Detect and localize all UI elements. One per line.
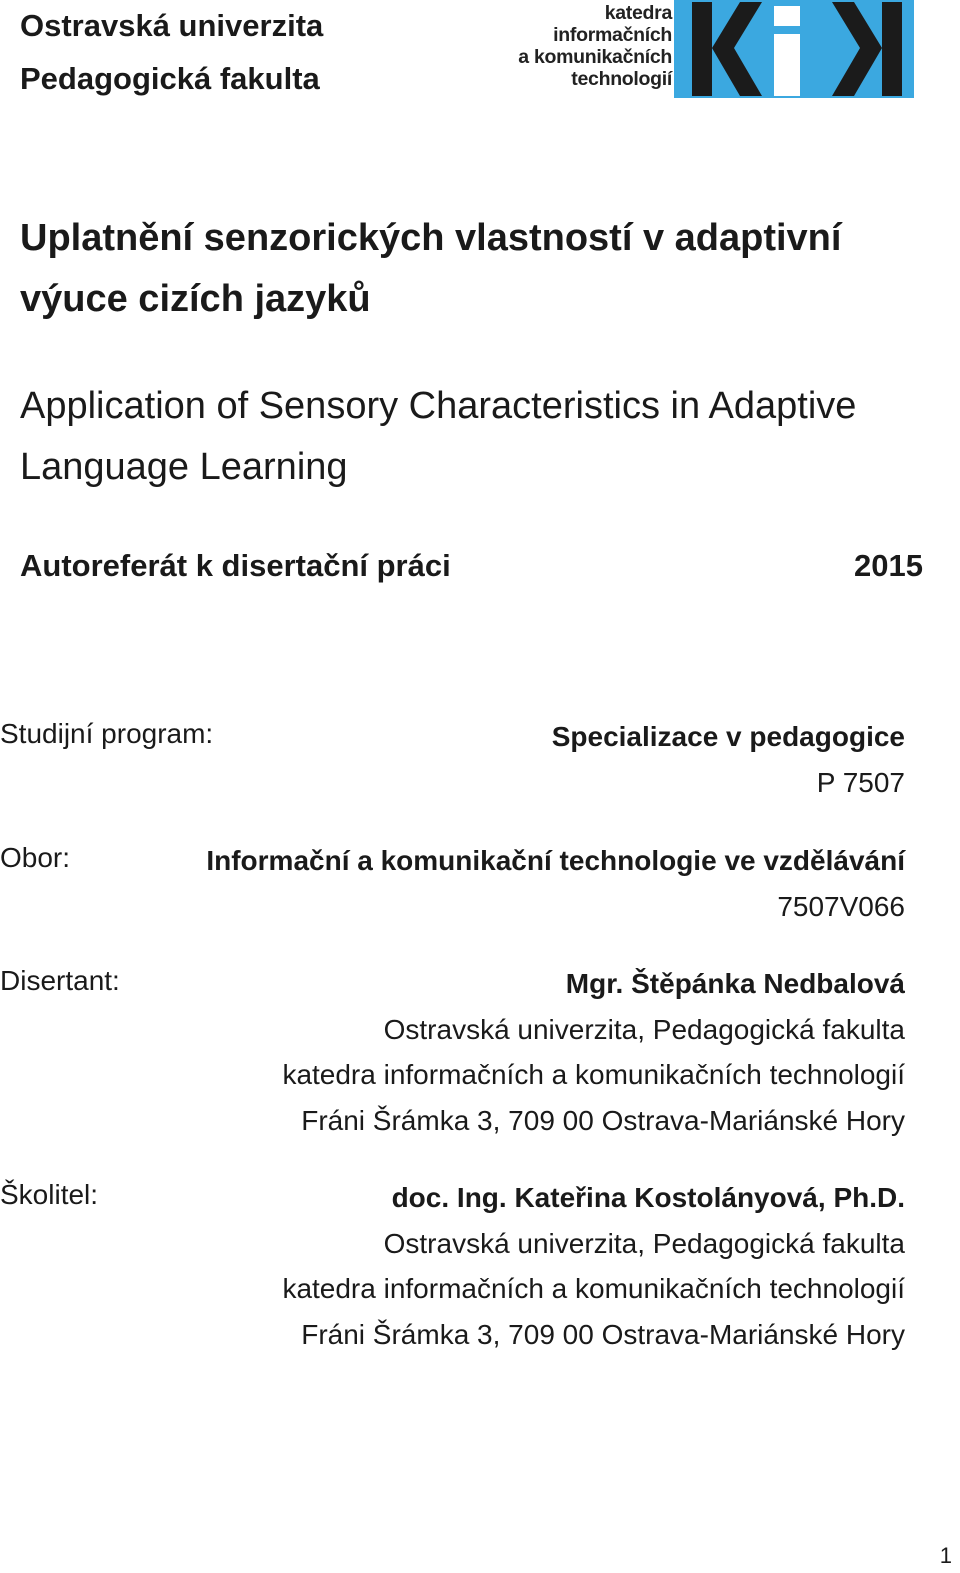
program-code: P 7507: [816, 766, 905, 798]
skolitel-label: Školitel:: [0, 1179, 99, 1210]
department-logo: [488, 0, 918, 100]
title-czech: Uplatnění senzorických vlastností v adaptivní výuce cizích jazyků: [20, 217, 842, 320]
program-value: [185, 714, 905, 805]
skolitel-address: Fráni Šrámka 3, 709 00 Ostrava-Mariánské Hory: [301, 1318, 905, 1350]
disertant-value: [185, 961, 905, 1143]
disertant-name: Mgr. Štěpánka Nedbalová: [565, 968, 905, 999]
logo-line-4: technologií: [571, 68, 672, 90]
skolitel-department: katedra informačních a komunikačních technologií: [282, 1273, 905, 1304]
title-english: Application of Sensory Characteristics in Adaptive Language Learning: [20, 385, 857, 488]
obor-label: Obor:: [0, 842, 71, 873]
kik-logo-mark: [674, 0, 914, 100]
disertant-label: Disertant:: [0, 965, 120, 996]
document-type: Autoreferát k disertační práci: [20, 548, 451, 583]
skolitel-institution: Ostravská univerzita, Pedagogická fakulta: [383, 1227, 905, 1259]
logo-text: [518, 2, 672, 90]
faculty-name: Pedagogická fakulta: [20, 61, 320, 96]
obor-code: 7507V066: [777, 890, 905, 922]
disertant-address: Fráni Šrámka 3, 709 00 Ostrava-Mariánské Hory: [301, 1104, 905, 1136]
logo-line-1: katedra: [604, 2, 672, 24]
obor-name: Informační a komunikační technologie ve vzdělávání: [206, 845, 905, 876]
disertant-department: katedra informačních a komunikačních technologií: [282, 1059, 905, 1090]
skolitel-value: [185, 1175, 905, 1357]
year: 2015: [854, 548, 923, 583]
program-name: Specializace v pedagogice: [551, 721, 905, 752]
skolitel-name: doc. Ing. Kateřina Kostolányová, Ph.D.: [391, 1182, 905, 1213]
logo-line-3: a komunikačních: [518, 46, 672, 68]
obor-value: [185, 838, 905, 929]
disertant-institution: Ostravská univerzita, Pedagogická fakulta: [383, 1013, 905, 1045]
university-name: Ostravská univerzita: [20, 8, 324, 43]
logo-line-2: informačních: [553, 24, 672, 46]
page-number: 1: [939, 1543, 952, 1568]
program-label: Studijní program:: [0, 718, 214, 749]
